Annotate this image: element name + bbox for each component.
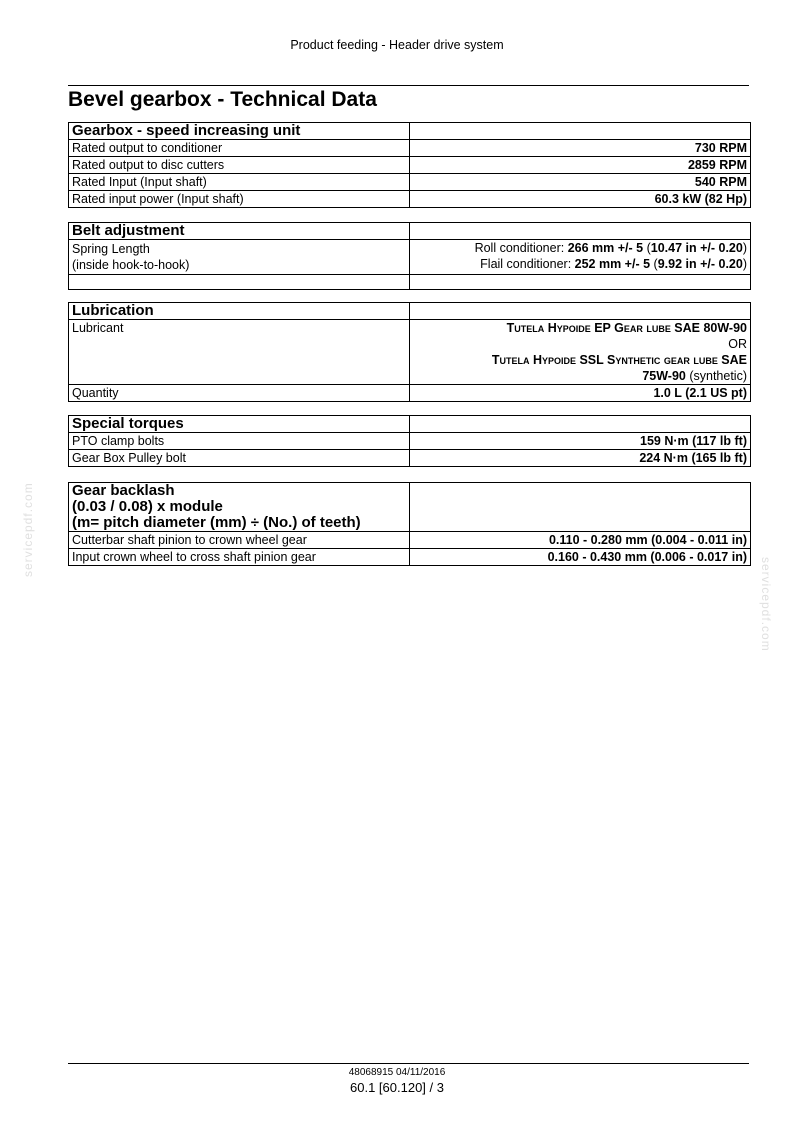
empty-cell <box>410 223 751 240</box>
torque-metric: 224 N·m <box>639 451 688 465</box>
page-title: Bevel gearbox - Technical Data <box>68 88 377 111</box>
watermark-left: servicepdf.com <box>21 482 35 577</box>
table-row <box>69 240 751 275</box>
roll-imperial: 10.47 in +/- 0.20 <box>650 241 743 255</box>
paren: ) <box>742 257 747 271</box>
row-value <box>410 320 751 385</box>
flail-conditioner-value <box>413 256 747 272</box>
empty-cell <box>410 123 751 140</box>
table-header-row <box>69 123 751 140</box>
empty-cell <box>69 275 410 290</box>
table-row <box>69 157 751 174</box>
row-label: PTO clamp bolts <box>69 433 410 450</box>
lubricant-grade <box>413 368 747 384</box>
table-row <box>69 549 751 566</box>
backlash-imperial: (0.006 - 0.017 in) <box>650 550 747 564</box>
paren: ( <box>646 241 651 255</box>
table-row <box>69 433 751 450</box>
backlash-imperial: (0.004 - 0.011 in) <box>651 533 747 547</box>
empty-cell <box>410 483 751 532</box>
empty-cell <box>410 416 751 433</box>
row-value: 730 RPM <box>410 140 751 157</box>
row-value <box>410 450 751 467</box>
lubrication-table <box>68 302 751 402</box>
belt-table <box>68 222 751 290</box>
row-value <box>410 532 751 549</box>
torque-imperial: (165 lb ft) <box>691 451 747 465</box>
table-row <box>69 174 751 191</box>
backlash-module-note: (m= pitch diameter (mm) ÷ (No.) of teeth) <box>72 514 361 531</box>
backlash-table <box>68 482 751 566</box>
lubricant-grade-code: 75W-90 <box>642 369 686 383</box>
backlash-section-title <box>69 483 410 532</box>
table-header-row <box>69 416 751 433</box>
row-label: Gear Box Pulley bolt <box>69 450 410 467</box>
table-row <box>69 320 751 385</box>
flail-metric: 252 mm +/- 5 <box>574 257 651 271</box>
roll-conditioner-value <box>413 240 747 256</box>
row-label: Quantity <box>69 385 410 402</box>
table-row <box>69 191 751 208</box>
table-header-row <box>69 483 751 532</box>
gearbox-table <box>68 122 751 208</box>
gearbox-section-title: Gearbox - speed increasing unit <box>69 123 410 140</box>
torques-section-title: Special torques <box>69 416 410 433</box>
row-value <box>410 385 751 402</box>
row-label: Lubricant <box>69 320 410 385</box>
backlash-metric: 0.160 - 0.430 mm <box>547 550 647 564</box>
row-label: Rated Input (Input shaft) <box>69 174 410 191</box>
running-header: Product feeding - Header drive system <box>290 38 504 52</box>
backlash-metric: 0.110 - 0.280 mm <box>548 533 648 547</box>
row-value <box>410 240 751 275</box>
table-row <box>69 140 751 157</box>
flail-imperial: 9.92 in +/- 0.20 <box>657 257 743 271</box>
footer-page-number: 60.1 [60.120] / 3 <box>350 1080 444 1095</box>
footer-doc-id: 48068915 04/11/2016 <box>348 1067 446 1078</box>
empty-cell <box>410 275 751 290</box>
row-value: 540 RPM <box>410 174 751 191</box>
table-row <box>69 532 751 549</box>
roll-prefix: Roll conditioner: <box>474 241 565 255</box>
roll-metric: 266 mm +/- 5 <box>567 241 644 255</box>
flail-prefix: Flail conditioner: <box>480 257 572 271</box>
lubrication-section-title: Lubrication <box>69 303 410 320</box>
row-label: Cutterbar shaft pinion to crown wheel gear <box>69 532 410 549</box>
empty-cell <box>410 303 751 320</box>
table-row <box>69 275 751 290</box>
torques-table <box>68 415 751 467</box>
lubricant-option-1: Tutela Hypoide EP Gear lube SAE 80W-90 <box>506 321 747 335</box>
row-value: 60.3 kW (82 Hp) <box>410 191 751 208</box>
row-label <box>69 240 410 275</box>
table-header-row <box>69 223 751 240</box>
spring-length-label: Spring Length <box>72 242 150 256</box>
footer-rule <box>68 1063 749 1064</box>
row-value: 2859 RPM <box>410 157 751 174</box>
lubricant-or: OR <box>728 337 747 351</box>
watermark-right: servicepdf.com <box>759 557 773 652</box>
torque-imperial: (117 lb ft) <box>692 434 747 448</box>
table-row <box>69 450 751 467</box>
lubricant-option-2: Tutela Hypoide SSL Synthetic gear lube SAE <box>491 353 747 367</box>
table-header-row <box>69 303 751 320</box>
belt-section-title: Belt adjustment <box>69 223 410 240</box>
backlash-formula: (0.03 / 0.08) x module <box>72 498 223 515</box>
header-rule <box>68 85 749 86</box>
quantity-imperial: (2.1 US pt) <box>685 386 747 400</box>
row-label: Rated input power (Input shaft) <box>69 191 410 208</box>
table-row <box>69 385 751 402</box>
backlash-title: Gear backlash <box>72 482 175 499</box>
spring-length-note: (inside hook-to-hook) <box>72 258 190 272</box>
lubricant-grade-note: (synthetic) <box>689 369 747 383</box>
quantity-metric: 1.0 L <box>653 386 682 400</box>
row-label: Input crown wheel to cross shaft pinion gear <box>69 549 410 566</box>
paren: ( <box>653 257 658 271</box>
row-value <box>410 549 751 566</box>
row-label: Rated output to disc cutters <box>69 157 410 174</box>
row-label: Rated output to conditioner <box>69 140 410 157</box>
torque-metric: 159 N·m <box>640 434 689 448</box>
paren: ) <box>742 241 747 255</box>
row-value <box>410 433 751 450</box>
